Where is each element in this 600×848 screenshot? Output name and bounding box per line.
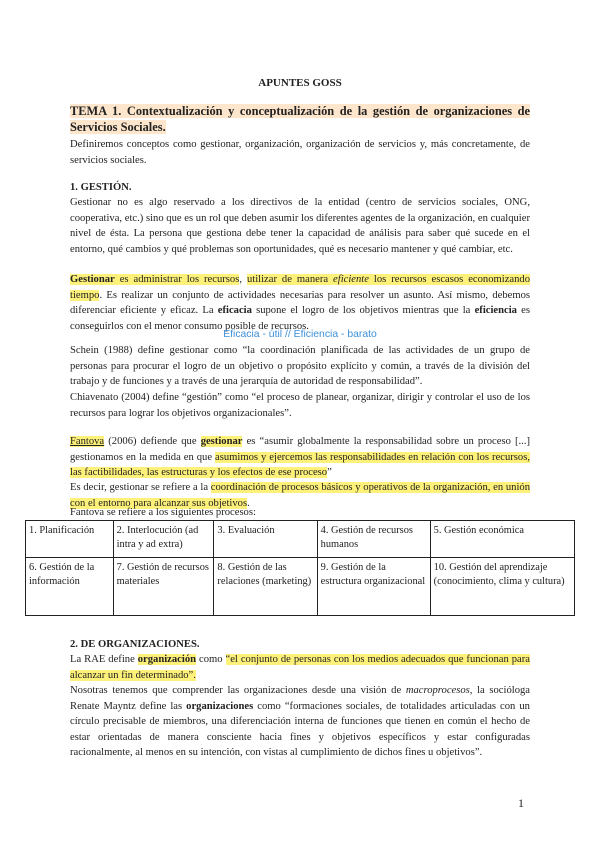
text-segment: Nosotras tenemos que comprender las organizaciones desde una visión de	[70, 685, 406, 696]
table-cell: 1. Planificación	[26, 521, 114, 558]
document-title: APUNTES GOSS	[258, 77, 342, 89]
text-segment: utilizar de manera	[246, 274, 334, 285]
topic-heading	[70, 103, 530, 135]
text-segment: ”	[327, 467, 332, 479]
text-segment: (2006) defiende que	[104, 436, 201, 447]
text-segment: es “asumir globalmente la responsabilidad sobre un proceso [...] gestionamos en la medida en que	[70, 436, 530, 463]
text-segment: como	[196, 654, 226, 665]
table-cell: 8. Gestión de las relaciones (marketing)	[214, 558, 317, 616]
section-heading-organizaciones: 2. DE ORGANIZACIONES.	[70, 639, 200, 650]
organizaciones-paragraph-2	[70, 683, 530, 761]
text-segment: como “formaciones sociales, de totalidades articuladas con un círculo precisable de miembros, una diferenciación interna de funciones que tienen en común el hecho de estar orientadas de manera consciente hacia fines y objetivos específicos y estar configuradas racionalmente, al menos en su intención, con vistas al cumplimiento de dichos fines u objetivos”.	[70, 700, 530, 759]
processes-intro: Fantova se refiere a los siguientes procesos:	[70, 507, 256, 518]
text-segment: es conseguirlos con el menor consumo posible de recursos.	[70, 305, 530, 332]
table-row	[26, 521, 575, 558]
intro-paragraph: Definiremos conceptos como gestionar, organización, organización de servicios y, más concretamente, de servicios sociales.	[70, 139, 530, 166]
processes-table	[25, 520, 575, 616]
text-segment: . Es realizar un conjunto de actividades necesarias para resolver un asunto. Así mismo, debemos diferenciar eficiente y eficaz. La	[70, 289, 530, 317]
text-segment: eficiente	[333, 274, 369, 285]
text-segment: Fantova	[70, 436, 105, 447]
table-cell: 10. Gestión del aprendizaje (conocimiento, clima y cultura)	[430, 558, 574, 616]
text-segment: .	[247, 497, 250, 509]
text-segment: organización	[137, 654, 197, 665]
table-cell: 3. Evaluación	[214, 521, 317, 558]
annotation-note	[70, 328, 530, 341]
text-segment: La RAE define	[70, 654, 138, 665]
section-heading-gestion: 1. GESTIÓN.	[70, 182, 132, 193]
gestion-paragraph-1: Gestionar no es algo reservado a los directivos de la entidad (centro de servicios sociales, ONG, cooperativa, etc.) sino que es un rol que deben asumir los diferentes agentes de la organización, en cualquier nivel de ésta. La persona que gestiona debe tener la capacidad de análisis para saber qué sucede en el entorno, qué cambios y qué problemas son oportunidades, qué es necesario mantener y qué cambiar, etc.	[70, 197, 530, 255]
text-segment: es administrar los recursos	[114, 274, 240, 285]
text-segment: ,	[239, 274, 247, 285]
text-segment: Gestionar	[70, 274, 115, 285]
text-segment: supone el logro de los objetivos mientras que la	[251, 305, 475, 317]
organizaciones-paragraph-1	[70, 652, 530, 683]
gestion-paragraph-2	[70, 272, 530, 334]
table-cell: 7. Gestión de recursos materiales	[113, 558, 214, 616]
text-segment: gestionar	[200, 436, 243, 447]
text-segment: eficiencia	[474, 305, 517, 317]
text-segment: los recursos escasos economizando tiempo	[70, 274, 531, 301]
page-number: 1	[518, 796, 524, 810]
table-cell: 2. Interlocución (ad intra y ad extra)	[113, 521, 214, 558]
text-segment: eficacia	[217, 305, 252, 317]
table-cell: 9. Gestión de la estructura organizacional	[317, 558, 430, 616]
text-segment: Es decir, gestionar se refiere a la	[70, 482, 211, 493]
gestion-paragraph-fantova	[70, 434, 530, 481]
table-cell: 4. Gestión de recursos humanos	[317, 521, 430, 558]
text-segment: macroprocesos	[405, 685, 470, 696]
table-cell: 5. Gestión económica	[430, 521, 574, 558]
table-row	[26, 558, 575, 616]
text-segment: , la socióloga Renate Mayntz define las	[70, 685, 530, 712]
annotation-text: Eficacia - útil // Eficiencia - barato	[223, 329, 377, 340]
text-segment: organizaciones	[186, 700, 254, 712]
text-segment: coordinación de procesos básicos y operativos de la organización, en unión con el entorno para alcanzar sus objetivos	[70, 482, 531, 509]
text-segment: asumimos y ejercemos las responsabilidades en relación con los recursos, las factibilidades, las estructuras y los efectos de ese proceso	[70, 451, 530, 479]
topic-heading-text: TEMA 1. Contextualización y conceptualización de la gestión de organizaciones de Servicios Sociales.	[70, 104, 530, 134]
table-cell: 6. Gestión de la información	[26, 558, 114, 616]
text-segment: “el conjunto de personas con los medios adecuados que funcionan para alcanzar un fin determinado”.	[70, 654, 530, 681]
gestion-paragraph-schein: Schein (1988) define gestionar como “la coordinación planificada de las actividades de un grupo de personas para procurar el logro de un objetivo o propósito explícito y común, a través de la división del trabajo y de funciones y a través de una jerarquía de autoridad de responsabilidad”.	[70, 345, 530, 388]
gestion-paragraph-chiavenato: Chiavenato (2004) define “gestión” como “el proceso de planear, organizar, dirigir y controlar el uso de los recursos para lograr los objetivos organizacionales”.	[70, 392, 530, 419]
